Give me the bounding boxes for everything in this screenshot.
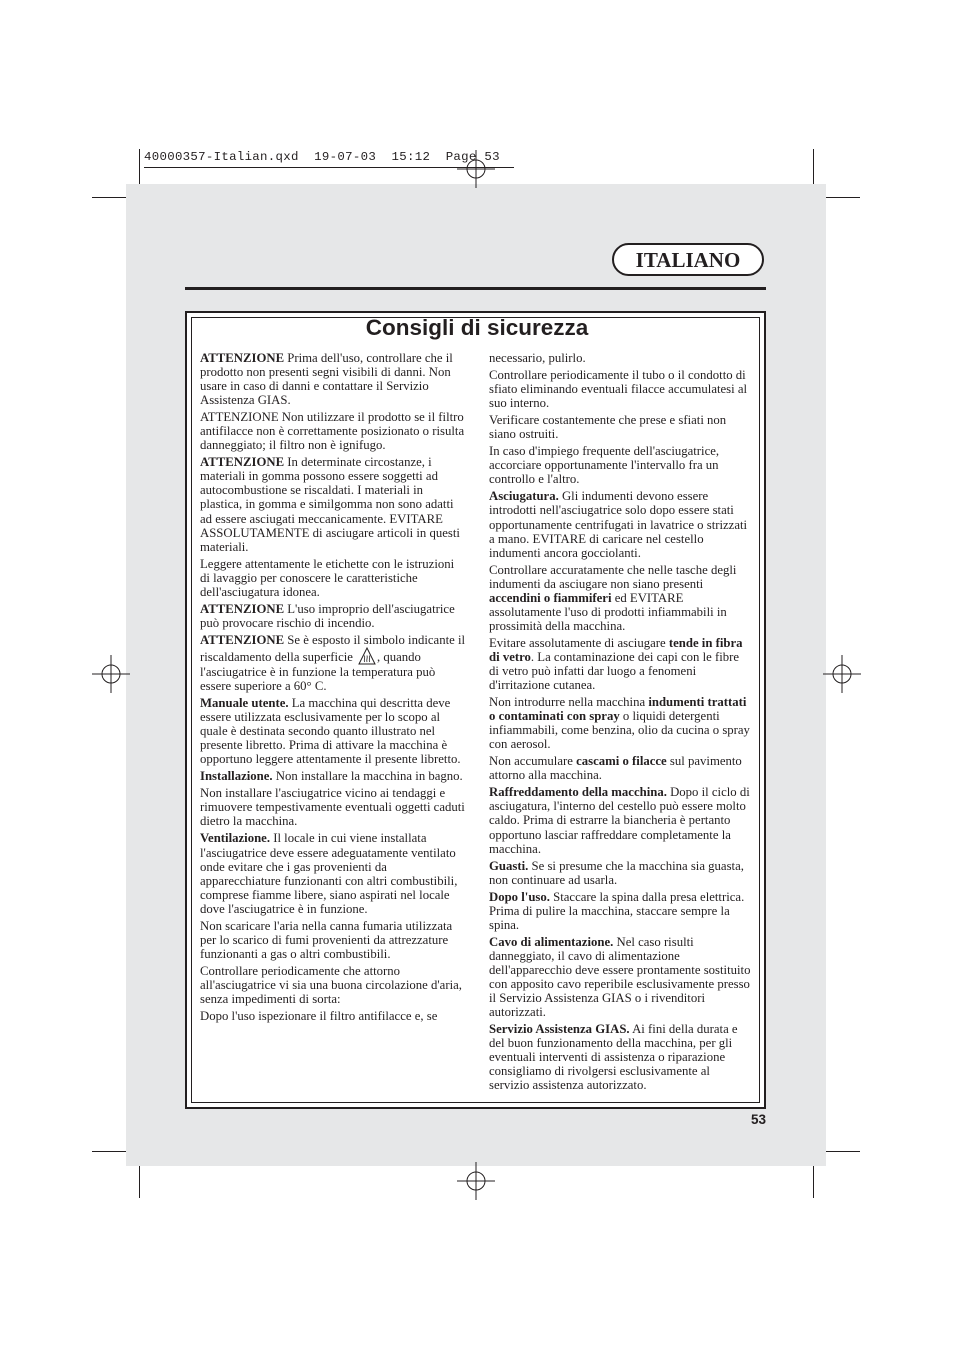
paragraph-text: In caso d'impiego frequente dell'asciugatrice, accorciare opportunamente l'intervallo fra un controllo e l'altro. [489,444,720,487]
paragraph [200,410,467,452]
paragraph-text: ed EVITARE assolutamente l'uso di prodotti infiammabili in prossimità della macchina. [489,590,727,633]
paragraph [200,557,467,599]
paragraph-text: Controllare periodicamente il tubo o il condotto di sfiato eliminando eventuali filacce accumulatesi al suo interno. [489,368,748,411]
page-title: Consigli di sicurezza [365,315,589,340]
paragraph [200,769,467,783]
crop-mark [813,149,814,187]
paragraph-lead: Cavo di alimentazione. [489,934,614,949]
paragraph [200,964,467,1006]
paragraph-text: Gli indumenti devono essere introdotti nell'asciugatrice solo dopo essere stati opportunamente centrifugati in lavatrice o strizzati a mano. EVITARE di caricare nel cestello indumenti ancora gocciolanti. [489,489,748,560]
paragraph-text: Controllare periodicamente che attorno all'asciugatrice vi sia una buona circolazione d'aria, senza impedimenti di sorta: [200,963,462,1006]
crop-mark [822,197,860,198]
paragraph [200,455,467,553]
header-rule [185,287,766,290]
paragraph-lead: Dopo l'uso. [489,889,550,904]
registration-mark-icon [457,1162,495,1200]
paragraph-lead: Manuale utente. [200,696,289,711]
paragraph-text: Se si presume che la macchina sia guasta, non continuare ad usarla. [489,858,744,887]
paragraph-text: Evitare assolutamente di asciugare [489,635,669,650]
crop-mark [92,197,130,198]
paragraph-lead: ATTENZIONE [200,455,285,470]
registration-mark-icon [457,150,495,188]
paragraph-lead: ATTENZIONE [200,601,285,616]
paragraph-text: Leggere attentamente le etichette con le istruzioni di lavaggio per conoscere le caratteristiche dell'asciugatura idonea. [200,556,455,599]
paragraph [489,413,752,441]
crop-mark [92,1151,130,1152]
paragraph-lead: Installazione. [200,769,273,784]
paragraph-text: ATTENZIONE Non utilizzare il prodotto se il filtro antifilacce non è correttamente posizionato o risulta danneggiato; il filtro non è ignifugo. [200,410,465,453]
paragraph-lead: Raffreddamento della macchina. [489,785,667,800]
right-column [489,351,752,1095]
paragraph-lead: ATTENZIONE [200,632,285,647]
print-slug: 40000357-Italian.qxd 19-07-03 15:12 Page 53 [144,150,500,164]
registration-mark-icon [92,655,130,693]
paragraph-text: Ai fini della durata e del buon funzionamento della macchina, per gli eventuali interventi di assistenza o riparazione consigliamo di rivolgersi esclusivamente al servizio assistenza autorizzato. [489,1022,738,1093]
registration-mark-icon [823,655,861,693]
paragraph [489,785,752,855]
paragraph-text: Il locale in cui viene installata l'asciugatrice deve essere adeguatamente ventilato onde evitare che i gas provenienti da apparecchiature funzionanti con altri combustibili, comprese fiamme libere, siano aspirati nel locale dove l'asciugatrice è in funzione. [200,831,458,916]
paragraph [489,1022,752,1092]
paragraph-text: Non installare la macchina in bagno. [272,769,463,784]
paragraph [489,368,752,410]
paragraph-text: Non scaricare l'aria nella canna fumaria utilizzata per lo scarico di fumi provenienti da attrezzature funzionanti a gas o altri combustibili. [200,918,453,961]
paragraph [200,919,467,961]
paragraph-text: Se è esposto il simbolo indicante il riscaldamento della superficie [200,632,466,664]
paragraph-text: necessario, pulirlo. [489,351,586,365]
paragraph [489,444,752,486]
paragraph-text: Nel caso risulti danneggiato, il cavo di alimentazione dell'apparecchio deve essere prontamente sostituito con apposito cavo reperibile esclusivamente presso il Servizio Assistenza GIAS o i rivenditori autorizzati. [489,934,751,1020]
paragraph [200,786,467,828]
paragraph [489,489,752,559]
paragraph-text: o liquidi detergenti infiammabili, come benzina, olio da cucina o spray con aerosol. [489,709,750,752]
paragraph [489,859,752,887]
paragraph [200,633,467,693]
crop-mark [822,1151,860,1152]
crop-mark [139,149,140,187]
hot-surface-warning-icon [358,647,376,665]
left-column [200,351,467,1026]
page-number: 53 [750,1112,766,1127]
paragraph-emphasis: accendini o fiammiferi [489,590,612,605]
paragraph [200,696,467,766]
paragraph [200,1009,467,1023]
paragraph-text: Prima dell'uso, controllare che il prodotto non presenti segni visibili di danni. Non usare in caso di danni e contattare il Servizio Assistenza GIAS. [200,351,453,408]
paragraph-text: Non introdurre nella macchina [489,695,649,710]
paragraph [489,890,752,932]
paragraph-lead: Ventilazione. [200,831,271,846]
paragraph [489,636,752,692]
paragraph-text: Staccare la spina dalla presa elettrica. Prima di pulire la macchina, staccare sempre la spina. [489,889,745,932]
paragraph-text: La macchina qui descritta deve essere utilizzata esclusivamente per lo scopo al quale è destinata secondo quanto illustrato nel presente libretto. Prima di attivare la macchina è opportuno leggere attentamente il presente libretto. [200,696,461,767]
paragraph-text: Verificare costantemente che prese e sfiati non siano ostruiti. [489,413,727,442]
paragraph-text: L'uso improprio dell'asciugatrice può provocare rischio di incendio. [200,601,455,630]
paragraph [489,563,752,633]
paragraph [200,602,467,630]
paragraph [489,351,752,365]
paragraph-lead: Asciugatura. [489,489,559,504]
paragraph-lead: Servizio Assistenza GIAS. [489,1022,630,1037]
paragraph-text: Dopo il ciclo di asciugatura, l'interno del cestello può essere molto caldo. Prima di estrarre la biancheria è pertanto opportuno lasciar raffreddare completamente la macchina. [489,785,750,856]
paragraph-emphasis: tende in fibra di vetro [489,635,743,664]
paragraph [200,831,467,915]
paragraph-text: . La contaminazione dei capi con le fibre di vetro può infatti dar luogo a fenomeni d'irritazione cutanea. [489,649,740,693]
paragraph [489,935,752,1019]
paragraph-emphasis: indumenti trattati o contaminati con spray [489,695,747,724]
paragraph-text: Controllare accuratamente che nelle tasche degli indumenti da asciugare non siano presenti [489,562,737,591]
paragraph-text: sul pavimento attorno alla macchina. [489,754,742,783]
paragraph [200,351,467,407]
paragraph-text: Non installare l'asciugatrice vicino ai tendaggi e rimuovere tempestivamente eventuali oggetti caduti dietro la macchina. [200,786,465,829]
paragraph [489,754,752,782]
paragraph-emphasis: cascami o filacce [576,754,667,769]
paragraph-text: Dopo l'uso ispezionare il filtro antifilacce e, se [200,1009,438,1024]
language-label: ITALIANO [612,243,764,276]
paragraph-lead: Guasti. [489,858,529,873]
paragraph-text: In determinate circostanze, i materiali in gomma possono essere soggetti ad autocombustione se riscaldati. I materiali in plastica, in gomma e similgomma non sono adatti ad essere asciugati meccanicamente. EVITARE ASSOLUTAMENTE di asciugare articoli in questi materiali. [200,455,460,554]
paragraph-text: Non accumulare [489,754,577,769]
paragraph [489,695,752,751]
paragraph-lead: ATTENZIONE [200,351,285,365]
paragraph-text: , quando l'asciugatrice è in funzione la temperatura può essere superiore a 60° C. [200,649,436,693]
